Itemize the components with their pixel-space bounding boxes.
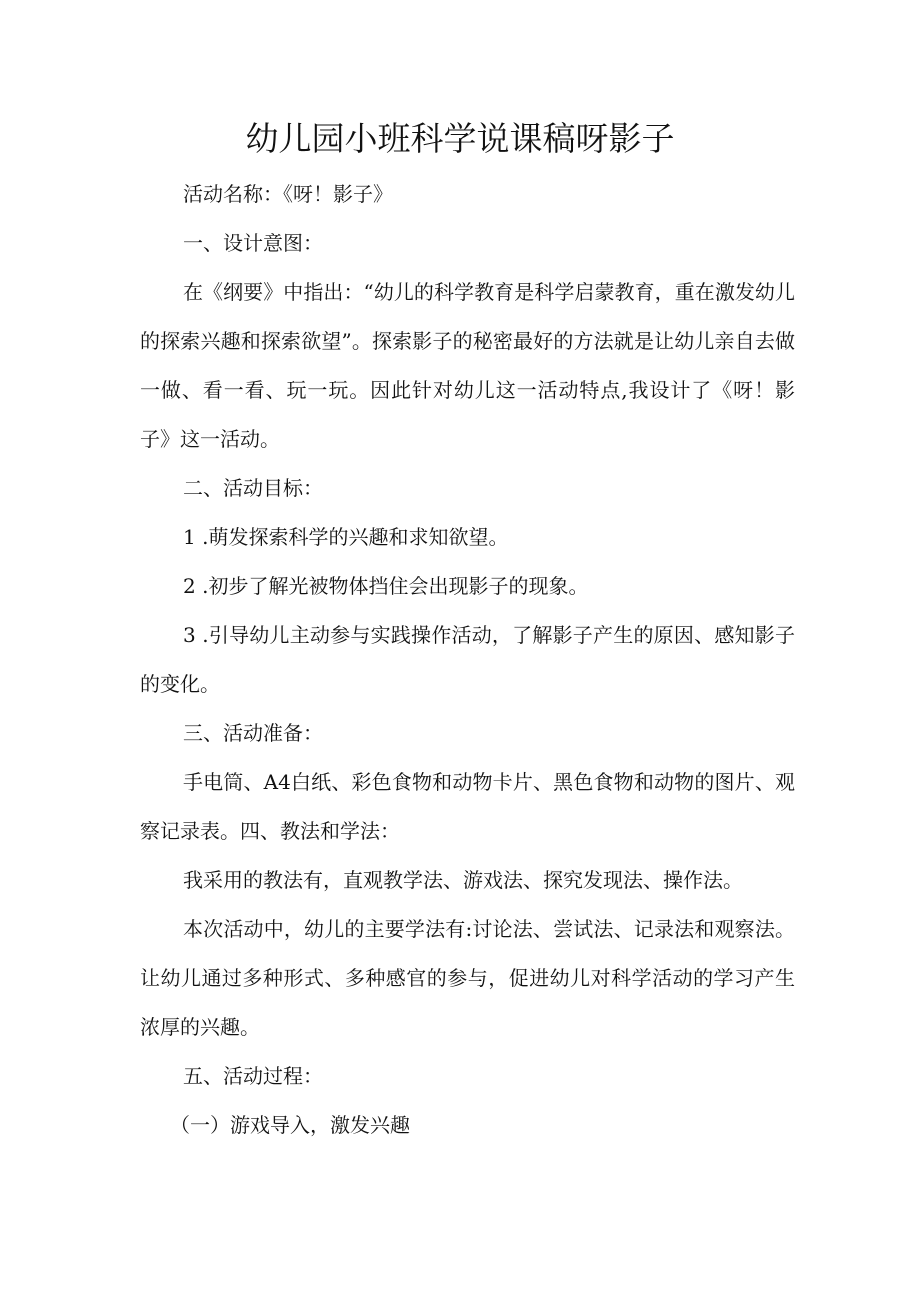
teaching-methods-text: 我采用的教法有，直观教学法、游戏法、探究发现法、操作法。: [183, 868, 743, 892]
section-heading-preparation: 三、活动准备：: [183, 721, 323, 745]
objective-item-1: 1 .萌发探索科学的兴趣和求知欲望。: [183, 525, 509, 549]
objective-item-2: 2 .初步了解光被物体挡住会出现影子的现象。: [183, 574, 589, 598]
process-step-1-heading: （一）游戏导入，激发兴趣: [170, 1113, 410, 1137]
section-heading-design-intent: 一、设计意图：: [183, 231, 323, 255]
section-heading-process: 五、活动过程：: [183, 1064, 323, 1088]
preparation-text: 手电筒、A4白纸、彩色食物和动物卡片、黑色食物和动物的图片、观察记录表。四、教法和学法：: [140, 770, 795, 843]
page-title: 幼儿园小班科学说课稿呀影子: [245, 119, 675, 158]
objective-item-3: 3 .引导幼儿主动参与实践操作活动，了解影子产生的原因、感知影子的变化。: [140, 623, 795, 696]
learning-methods-text: 本次活动中，幼儿的主要学法有:讨论法、尝试法、记录法和观察法。让幼儿通过多种形式、多种感官的参与，促进幼儿对科学活动的学习产生浓厚的兴趣。: [140, 917, 795, 1039]
document-body: [140, 170, 795, 1150]
design-intent-text: 在《纲要》中指出：“幼儿的科学教育是科学启蒙教育，重在激发幼儿的探索兴趣和探索欲望”。探索影子的秘密最好的方法就是让幼儿亲自去做一做、看一看、玩一玩。因此针对幼儿这一活动特点,我设计了《呀！影子》这一活动。: [140, 280, 795, 451]
section-heading-objectives: 二、活动目标：: [183, 476, 323, 500]
activity-name: 活动名称：《呀！影子》: [183, 182, 393, 206]
